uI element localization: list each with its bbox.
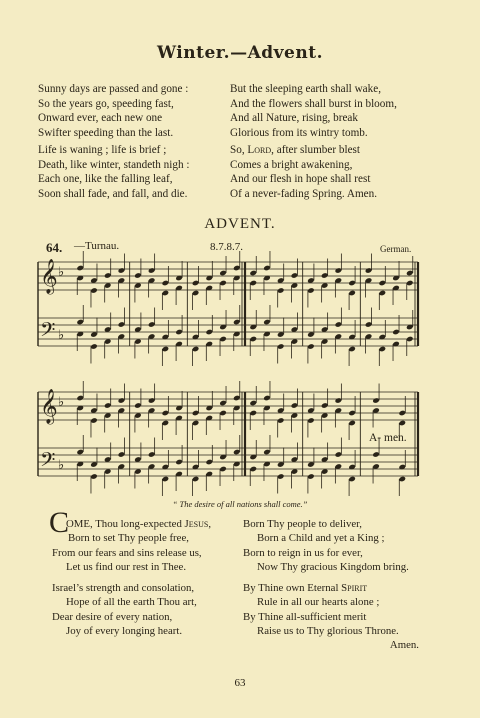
- page-header: Winter.—Advent.: [157, 43, 323, 63]
- flat-icon: ♭: [58, 458, 65, 473]
- tune-origin: German.: [380, 244, 412, 254]
- flat-icon: ♭: [58, 328, 65, 343]
- bass-clef-icon: 𝄢: [40, 448, 56, 476]
- tune-name: —Turnau.: [74, 240, 120, 252]
- hymn-number: 64.: [46, 240, 63, 255]
- verse-4: By Thine own Eternal Spirit Rule in all our hearts alone ; By Thine all-sufficient merit Raise us to Thy glorious Throne. Amen.: [243, 582, 419, 652]
- drop-cap: C: [49, 506, 70, 539]
- poem-left-stanza-2: Life is waning ; life is brief ; Death, like winter, standeth nigh : Each one, like the falling leaf, Soon shall fade, and fall, and die.: [38, 144, 190, 200]
- epigraph: “ The desire of all nations shall come.”: [172, 499, 308, 509]
- bass-clef-icon: 𝄢: [40, 318, 56, 346]
- verse-1: OME, Thou long-expected Jesus, Born to set Thy people free, From our fears and sins release us, Let us find our rest in Thee.: [52, 518, 212, 573]
- meter: 8.7.8.7.: [210, 241, 243, 253]
- treble-clef-icon: 𝄞: [40, 389, 58, 424]
- poem-left-stanza-1: Sunny days are passed and gone : So the years go, speeding fast, Onward ever, each new one Swifter speeding than the last.: [38, 83, 189, 139]
- page-number: 63: [234, 677, 246, 689]
- poem-right-stanza-1: But the sleeping earth shall wake, And the flowers shall burst in bloom, And all Nature, rising, break Glorious from its wintry tomb.: [230, 83, 397, 139]
- section-title: ADVENT.: [204, 216, 276, 232]
- poem-right-stanza-2: So, Lord, after slumber blest Comes a bright awakening, And our flesh in hope shall rest Of a never-fading Spring. Amen.: [230, 144, 378, 200]
- flat-icon: ♭: [58, 265, 65, 280]
- treble-clef-icon: 𝄞: [40, 259, 58, 294]
- verse-3: Israel’s strength and consolation, Hope of all the earth Thou art, Dear desire of every nation, Joy of every longing heart.: [52, 582, 197, 637]
- music-systems: [38, 251, 418, 496]
- verse-2: Born Thy people to deliver, Born a Child and yet a King ; Born to reign in us for ever, Now Thy gracious Kingdom bring.: [243, 518, 409, 573]
- amen-label: A- men.: [369, 432, 407, 444]
- flat-icon: ♭: [58, 395, 65, 410]
